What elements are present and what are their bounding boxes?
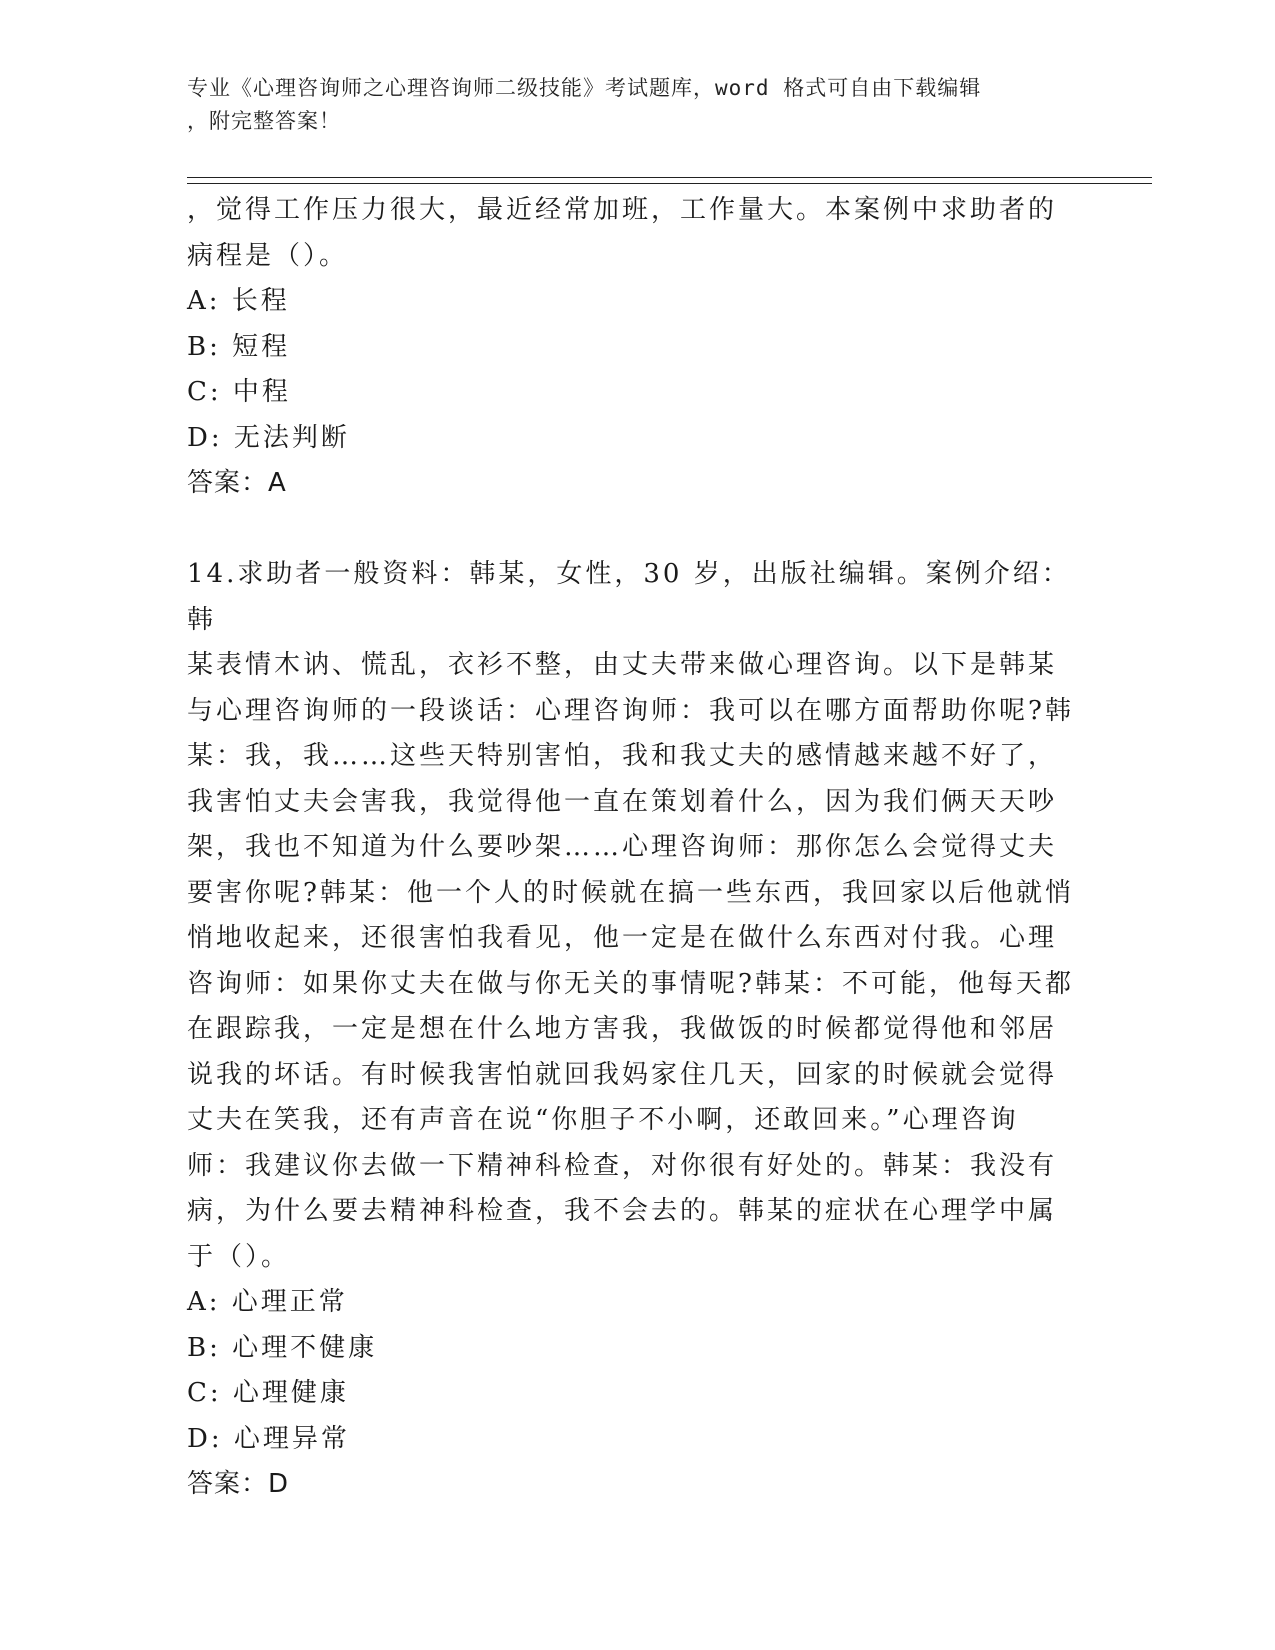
question-14-text-line: 于（）。 xyxy=(187,1241,291,1272)
question-14 xyxy=(187,552,1087,1508)
question-14-option-d: D: 心理异常 xyxy=(187,1423,350,1454)
question-14-text-line: 要害你呢?韩某：他一个人的时候就在搞一些东西，我回家以后他就悄 xyxy=(187,877,1074,908)
question-14-text-line: 14.求助者一般资料：韩某，女性，30 岁，出版社编辑。案例介绍：韩 xyxy=(187,559,1071,635)
question-14-text-line: 说我的坏话。有时候我害怕就回我妈家住几天，回家的时候就会觉得 xyxy=(187,1059,1058,1090)
header-line-2: ，附完整答案！ xyxy=(187,109,341,133)
question-14-option-b: B: 心理不健康 xyxy=(187,1332,378,1363)
question-14-text-line: 某：我，我……这些天特别害怕，我和我丈夫的感情越来越不好了， xyxy=(187,741,1058,771)
question-13-text-line-1: ，觉得工作压力很大，最近经常加班，工作量大。本案例中求助者的 xyxy=(187,195,1058,225)
question-14-text-line: 某表情木讷、慌乱，衣衫不整，由丈夫带来做心理咨询。以下是韩某 xyxy=(187,650,1058,680)
question-14-text-line: 与心理咨询师的一段谈话：心理咨询师：我可以在哪方面帮助你呢?韩 xyxy=(187,695,1074,726)
document-header xyxy=(187,72,1067,138)
question-14-text-line: 咨询师：如果你丈夫在做与你无关的事情呢?韩某：不可能，他每天都 xyxy=(187,968,1074,999)
question-14-text-line: 在跟踪我，一定是想在什么地方害我，我做饭的时候都觉得他和邻居 xyxy=(187,1014,1058,1044)
question-13-option-d: D: 无法判断 xyxy=(187,422,350,453)
question-13-option-c: C: 中程 xyxy=(187,377,291,407)
document-body xyxy=(187,188,1087,1508)
question-14-text-line: 病，为什么要去精神科检查，我不会去的。韩某的症状在心理学中属 xyxy=(187,1196,1058,1226)
question-14-answer: 答案：D xyxy=(187,1469,290,1499)
question-13-answer: 答案：A xyxy=(187,468,287,498)
header-line-1: 专业《心理咨询师之心理咨询师二级技能》考试题库，word 格式可自由下载编辑 xyxy=(187,76,982,100)
question-14-option-a: A: 心理正常 xyxy=(187,1287,348,1317)
header-rule-top xyxy=(187,177,1152,178)
header-rule-bottom xyxy=(187,183,1152,184)
question-14-text-line: 丈夫在笑我，还有声音在说“你胆子不小啊，还敢回来。”心理咨询 xyxy=(187,1105,1019,1135)
question-14-text-line: 我害怕丈夫会害我，我觉得他一直在策划着什么，因为我们俩天天吵 xyxy=(187,786,1058,817)
question-14-option-c: C: 心理健康 xyxy=(187,1378,349,1408)
question-13-option-b: B: 短程 xyxy=(187,331,291,362)
question-13-text-line-2: 病程是（）。 xyxy=(187,240,349,271)
question-spacer xyxy=(187,507,1087,553)
question-14-text-line: 悄地收起来，还很害怕我看见，他一定是在做什么东西对付我。心理 xyxy=(187,923,1058,953)
question-13 xyxy=(187,188,1087,507)
question-13-option-a: A: 长程 xyxy=(187,286,290,316)
question-14-text-line: 架，我也不知道为什么要吵架……心理咨询师：那你怎么会觉得丈夫 xyxy=(187,832,1058,862)
question-14-text-line: 师：我建议你去做一下精神科检查，对你很有好处的。韩某：我没有 xyxy=(187,1150,1058,1181)
